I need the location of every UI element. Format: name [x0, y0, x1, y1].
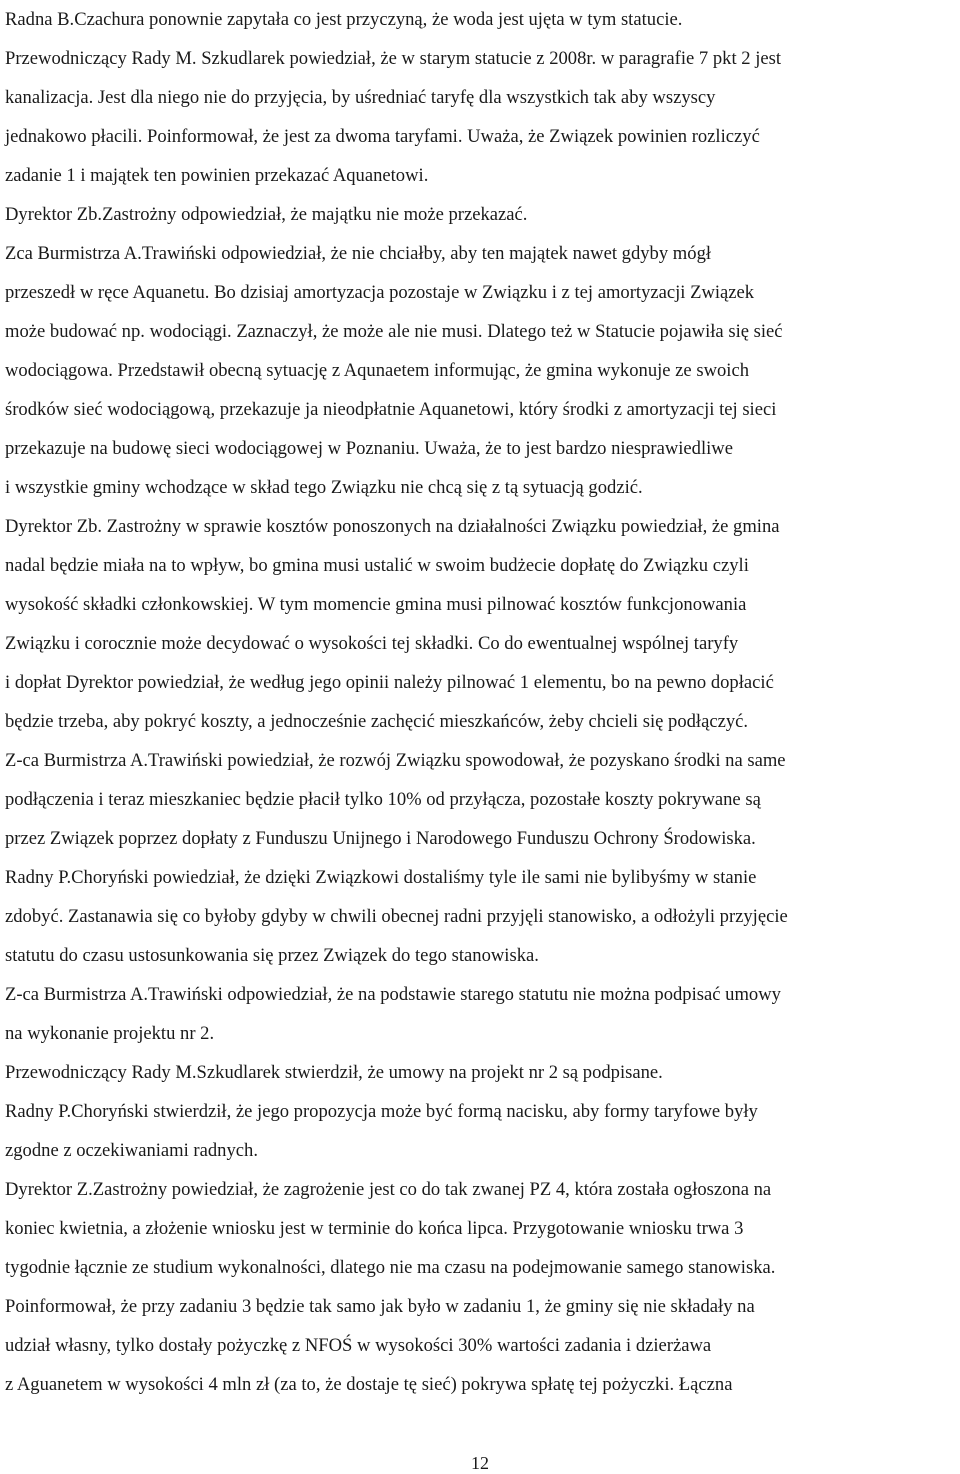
text-line: kanalizacja. Jest dla niego nie do przyjęcia, by uśredniać taryfę dla wszystkich tak aby wszyscy: [5, 87, 716, 108]
page-number: 12: [471, 1453, 489, 1473]
text-line: Związku i corocznie może decydować o wysokości tej składki. Co do ewentualnej wspólnej taryfy: [5, 633, 739, 654]
text-line: koniec kwietnia, a złożenie wniosku jest w terminie do końca lipca. Przygotowanie wniosku trwa 3: [5, 1218, 744, 1239]
text-line: Przewodniczący Rady M. Szkudlarek powiedział, że w starym statucie z 2008r. w paragrafie 7 pkt 2 jest: [5, 48, 782, 69]
text-line: udział własny, tylko dostały pożyczkę z NFOŚ w wysokości 30% wartości zadania i dzierżawa: [5, 1335, 712, 1356]
text-line: Przewodniczący Rady M.Szkudlarek stwierdził, że umowy na projekt nr 2 są podpisane.: [5, 1062, 663, 1083]
text-line: zadanie 1 i majątek ten powinien przekazać Aquanetowi.: [5, 165, 429, 186]
text-line: Z-ca Burmistrza A.Trawiński powiedział, że rozwój Związku spowodował, że pozyskano środki na same: [5, 750, 786, 771]
text-line: przez Związek poprzez dopłaty z Funduszu Unijnego i Narodowego Funduszu Ochrony Środowiska.: [5, 828, 756, 849]
text-line: przeszedł w ręce Aquanetu. Bo dzisiaj amortyzacja pozostaje w Związku i z tej amortyzacji Związek: [5, 282, 755, 303]
text-line: tygodnie łącznie ze studium wykonalności, dlatego nie ma czasu na podejmowanie samego stanowiska.: [5, 1257, 776, 1278]
text-line: nadal będzie miała na to wpływ, bo gmina musi ustalić w swoim budżecie dopłatę do Związku czyli: [5, 555, 749, 576]
text-line: i wszystkie gminy wchodzące w skład tego Związku nie chcą się z tą sytuacją godzić.: [5, 477, 643, 498]
text-line: Radny P.Choryński powiedział, że dzięki Związkowi dostaliśmy tyle ile sami nie bylibyśmy w stanie: [5, 867, 757, 888]
text-line: na wykonanie projektu nr 2.: [5, 1023, 215, 1044]
text-line: jednakowo płacili. Poinformował, że jest za dwoma taryfami. Uważa, że Związek powinien rozliczyć: [5, 126, 760, 147]
text-line: wysokość składki członkowskiej. W tym momencie gmina musi pilnować kosztów funkcjonowania: [5, 594, 747, 615]
text-line: będzie trzeba, aby pokryć koszty, a jednocześnie zachęcić mieszkańców, żeby chcieli się podłączyć.: [5, 711, 749, 732]
text-line: środków sieć wodociągową, przekazuje ja nieodpłatnie Aquanetowi, który środki z amortyzacji tej sieci: [5, 399, 777, 420]
text-line: i dopłat Dyrektor powiedział, że według jego opinii należy pilnować 1 elementu, bo na pewno dopłacić: [5, 672, 774, 693]
text-line: przekazuje na budowę sieci wodociągowej w Poznaniu. Uważa, że to jest bardzo niesprawiedliwe: [5, 438, 733, 459]
text-line: może budować np. wodociągi. Zaznaczył, że może ale nie musi. Dlatego też w Statucie pojawiła się sieć: [5, 321, 783, 342]
text-line: Poinformował, że przy zadaniu 3 będzie tak samo jak było w zadaniu 1, że gminy się nie składały na: [5, 1296, 755, 1317]
text-line: zdobyć. Zastanawia się co byłoby gdyby w chwili obecnej radni przyjęli stanowisko, a odłożyli przyjęcie: [5, 906, 788, 927]
text-line: Radna B.Czachura ponownie zapytała co jest przyczyną, że woda jest ujęta w tym statucie.: [5, 9, 683, 30]
text-line: Zca Burmistrza A.Trawiński odpowiedział, że nie chciałby, aby ten majątek nawet gdyby mógł: [5, 243, 712, 264]
text-line: wodociągowa. Przedstawił obecną sytuację z Aqunaetem informując, że gmina wykonuje ze swoich: [5, 360, 750, 381]
text-line: zgodne z oczekiwaniami radnych.: [5, 1140, 258, 1161]
text-line: Z-ca Burmistrza A.Trawiński odpowiedział, że na podstawie starego statutu nie można podpisać umowy: [5, 984, 781, 1005]
text-line: podłączenia i teraz mieszkaniec będzie płacił tylko 10% od przyłącza, pozostałe koszty pokrywane są: [5, 789, 761, 810]
text-line: Dyrektor Zb.Zastrożny odpowiedział, że majątku nie może przekazać.: [5, 204, 528, 225]
text-line: z Aguanetem w wysokości 4 mln zł (za to, że dostaje tę sieć) pokrywa spłatę tej pożyczki. Łączna: [5, 1374, 733, 1395]
text-line: Radny P.Choryński stwierdził, że jego propozycja może być formą nacisku, aby formy taryfowe były: [5, 1101, 758, 1122]
text-line: Dyrektor Zb. Zastrożny w sprawie kosztów ponoszonych na działalności Związku powiedział, że gmina: [5, 516, 780, 537]
text-line: statutu do czasu ustosunkowania się przez Związek do tego stanowiska.: [5, 945, 539, 966]
text-line: Dyrektor Z.Zastrożny powiedział, że zagrożenie jest co do tak zwanej PZ 4, która została ogłoszona na: [5, 1179, 772, 1200]
document-body: [5, 0, 955, 1404]
